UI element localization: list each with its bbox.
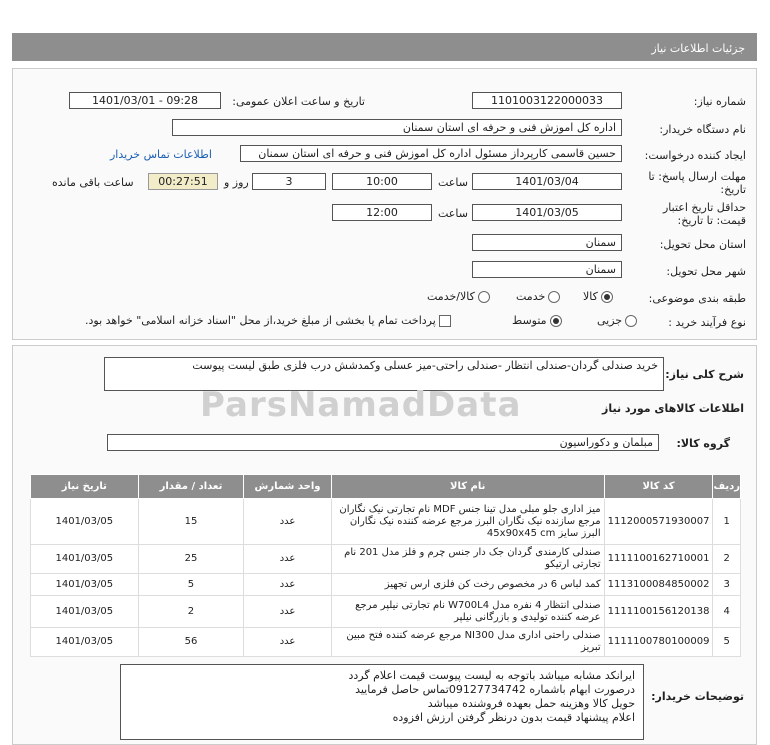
table-row — [31, 628, 741, 657]
table-row — [31, 499, 741, 545]
radio-icon — [625, 315, 637, 327]
col-date: تاریخ نیاز — [31, 475, 139, 499]
validity-time-label: ساعت — [438, 207, 468, 220]
treasury-payment-checkbox[interactable]: پرداخت تمام یا بخشی از مبلغ خرید،از محل "اسناد خزانه اسلامی" خواهد بود. — [85, 314, 451, 327]
announce-field: 1401/03/01 - 09:28 — [69, 92, 221, 109]
cell-name: صندلی انتظار 4 نفره مدل W700L4 نام تجارتی نیلپر مرجع عرضه کننده تولیدی و بازرگانی نیلپر — [331, 596, 604, 628]
validity-date-field: 1401/03/05 — [472, 204, 622, 221]
col-qty: تعداد / مقدار — [138, 475, 244, 499]
process-radio-medium[interactable]: متوسط — [512, 314, 562, 327]
validity-time-field: 12:00 — [332, 204, 432, 221]
cell-unit: عدد — [244, 499, 331, 545]
cell-qty: 2 — [138, 596, 244, 628]
col-name: نام کالا — [331, 475, 604, 499]
cell-name: صندلی کارمندی گردان جک دار جنس چرم و فلز مدل 201 نام تجارتی ارتیکو — [331, 545, 604, 574]
cell-code: 1113100084850002 — [604, 574, 713, 596]
cell-date: 1401/03/05 — [31, 545, 139, 574]
goods-group-label: گروه کالا: — [676, 437, 730, 450]
creator-field: حسین قاسمی کارپرداز مسئول اداره کل اموزش فنی و حرفه ای استان سمنان — [240, 145, 622, 162]
summary-field: خرید صندلی گردان-صندلی انتظار -صندلی راحتی-میز عسلی وکمدشش درب فلزی طبق لیست پیوست — [104, 357, 664, 391]
creator-label: ایجاد کننده درخواست: — [644, 149, 746, 162]
buyer-org-field: اداره کل اموزش فنی و حرفه ای استان سمنان — [172, 119, 622, 136]
category-radio-goods[interactable]: کالا — [583, 290, 613, 303]
cell-code: 1111100162710001 — [604, 545, 713, 574]
table-row — [31, 574, 741, 596]
checkbox-icon — [439, 315, 451, 327]
deadline-time-label: ساعت — [438, 176, 468, 189]
deadline-date-field: 1401/03/04 — [472, 173, 622, 190]
buyer-contact-link[interactable]: اطلاعات تماس خریدار — [110, 148, 212, 161]
cell-code: 1111100156120138 — [604, 596, 713, 628]
remaining-label: ساعت باقی مانده — [52, 176, 134, 189]
cell-name: کمد لباس 6 در مخصوص رخت کن فلزی ارس تجهیز — [331, 574, 604, 596]
goods-table — [30, 474, 741, 657]
cell-row: 4 — [713, 596, 741, 628]
need-number-field: 1101003122000033 — [472, 92, 622, 109]
col-unit: واحد شمارش — [244, 475, 331, 499]
table-header-row — [31, 475, 741, 499]
cell-qty: 15 — [138, 499, 244, 545]
goods-info-title: اطلاعات کالاهای مورد نیاز — [602, 402, 744, 415]
page-header: جزئیات اطلاعات نیاز — [12, 33, 757, 61]
cell-row: 3 — [713, 574, 741, 596]
cell-row: 5 — [713, 628, 741, 657]
days-field: 3 — [252, 173, 326, 190]
category-radio-service[interactable]: خدمت — [516, 290, 560, 303]
province-label: استان محل تحویل: — [659, 238, 746, 251]
cell-name: میز اداری جلو مبلی مدل تینا جنس MDF نام تجارتی نیک نگاران مرجع سازنده نیک نگاران البرز مرجع عرضه کننده نیک نگاران البرز سایز 45x90x45 cm — [331, 499, 604, 545]
province-field: سمنان — [472, 234, 622, 251]
process-label: نوع فرآیند خرید : — [668, 316, 746, 329]
cell-unit: عدد — [244, 545, 331, 574]
cell-date: 1401/03/05 — [31, 574, 139, 596]
radio-icon — [548, 291, 560, 303]
radio-selected-icon — [601, 291, 613, 303]
cell-unit: عدد — [244, 574, 331, 596]
table-row — [31, 596, 741, 628]
watermark-text: ParsNamadData — [200, 385, 522, 425]
notes-line: اعلام پیشنهاد قیمت بدون درنظر گرفتن ارزش افزوده — [392, 711, 635, 724]
category-label: طبقه بندی موضوعی: — [648, 292, 746, 305]
category-radio-goods-service[interactable]: کالا/خدمت — [427, 290, 490, 303]
remaining-time-field: 00:27:51 — [148, 173, 218, 190]
cell-code: 1112000571930007 — [604, 499, 713, 545]
cell-unit: عدد — [244, 628, 331, 657]
cell-qty: 56 — [138, 628, 244, 657]
process-radio-minor[interactable]: جزیی — [597, 314, 637, 327]
cell-date: 1401/03/05 — [31, 499, 139, 545]
summary-label: شرح کلی نیاز: — [665, 368, 744, 381]
cell-qty: 5 — [138, 574, 244, 596]
col-code: کد کالا — [604, 475, 713, 499]
cell-row: 1 — [713, 499, 741, 545]
cell-date: 1401/03/05 — [31, 596, 139, 628]
cell-unit: عدد — [244, 596, 331, 628]
cell-qty: 25 — [138, 545, 244, 574]
cell-name: صندلی راحتی اداری مدل NI300 مرجع عرضه کننده فتح مبین تبریز — [331, 628, 604, 657]
buyer-notes-label: توضیحات خریدار: — [651, 690, 744, 703]
city-field: سمنان — [472, 261, 622, 278]
deadline-time-field: 10:00 — [332, 173, 432, 190]
radio-selected-icon — [550, 315, 562, 327]
goods-group-field: مبلمان و دکوراسیون — [107, 434, 659, 451]
cell-code: 1111100780100009 — [604, 628, 713, 657]
notes-line: ایرانکد مشابه میباشد باتوجه به لیست پیوست قیمت اعلام گردد — [348, 669, 635, 682]
radio-icon — [478, 291, 490, 303]
col-row: ردیف — [713, 475, 741, 499]
validity-label: حداقل تاریخ اعتبار قیمت: تا تاریخ: — [662, 201, 746, 227]
need-number-label: شماره نیاز: — [693, 95, 746, 108]
notes-line: حویل کالا وهزینه حمل بعهده فروشنده میباشد — [427, 697, 635, 710]
buyer-org-label: نام دستگاه خریدار: — [659, 123, 746, 136]
city-label: شهر محل تحویل: — [666, 265, 746, 278]
table-row — [31, 545, 741, 574]
days-label: روز و — [224, 176, 249, 189]
notes-line: درصورت ابهام باشماره 09127734742تماس حاصل فرمایید — [355, 683, 635, 696]
buyer-notes-box — [120, 664, 644, 740]
cell-row: 2 — [713, 545, 741, 574]
announce-label: تاریخ و ساعت اعلان عمومی: — [232, 95, 365, 108]
cell-date: 1401/03/05 — [31, 628, 139, 657]
deadline-label: مهلت ارسال پاسخ: تا تاریخ: — [648, 170, 746, 196]
